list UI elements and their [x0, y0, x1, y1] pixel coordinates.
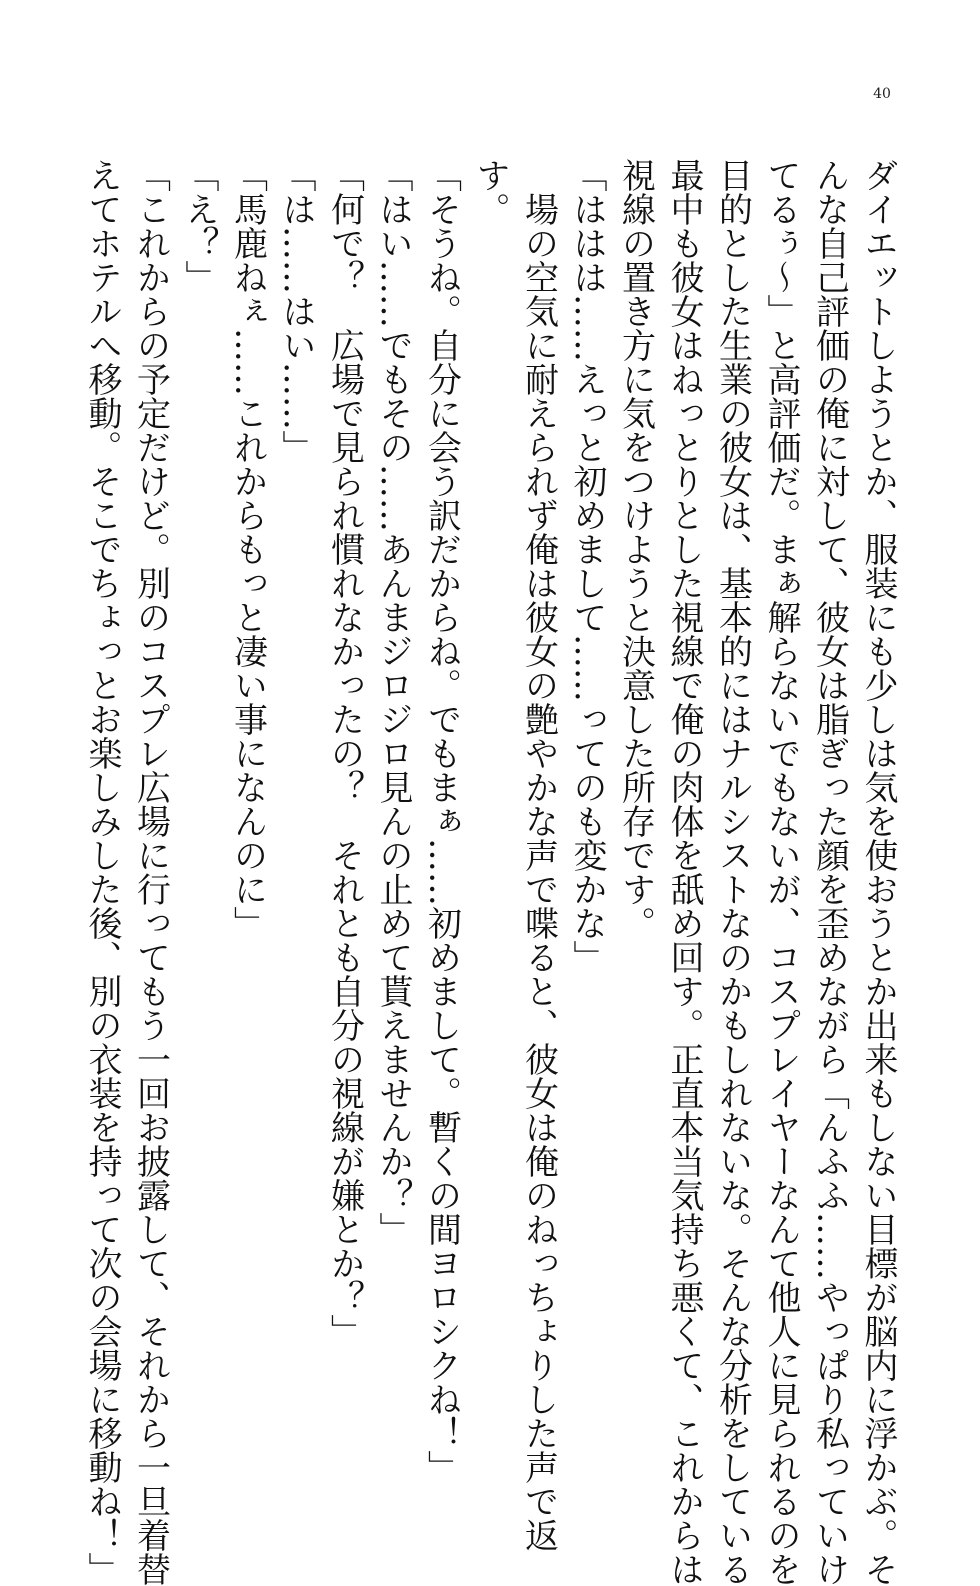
text-line: 「はい……でもその……あんまジロジロ見んの止めて貰えませんか？」: [373, 158, 413, 1246]
text-line: 「何で？ 広場で見られ慣れなかったの？ それとも自分の視線が嫌とか？」: [324, 158, 365, 1348]
text-line: ダイエットしようとか、服装にも少しは気を使おうとか出来もしない目標が脳内に浮かぶ。そ: [858, 158, 898, 1586]
text-line: えてホテルへ移動。そこでちょっとお楽しみした後、別の衣装を持って次の会場に移動ね！」: [82, 158, 122, 1586]
text-line: 場の空気に耐えられず俺は彼女の艶やかな声で喋ると、彼女は俺のねっちょりした声で返: [518, 158, 559, 1552]
text-line: んな自己評価の俺に対して、彼女は脂ぎった顔を歪めながら「んふふ……やっぱり私っていけ: [809, 158, 850, 1586]
text-line: 目的とした生業の彼女は、基本的にはナルシストなのかもしれないな。そんな分析をしている: [712, 158, 753, 1586]
body-text: [82, 158, 902, 1586]
text-line: てるぅ～」と高評価だ。まぁ解らないでもないが、コスプレイヤーなんて他人に見られるのを: [761, 158, 801, 1586]
text-line: 最中も彼女はねっとりとした視線で俺の肉体を舐め回す。正直本当気持ち悪くて、これからは: [664, 158, 704, 1586]
text-line: す。: [470, 158, 510, 226]
page-number: 40: [873, 86, 891, 102]
text-line: 「は……はい……」: [276, 158, 316, 464]
text-line: 「そうね。自分に会う訳だからね。でもまぁ……初めまして。暫くの間ヨロシクね！」: [421, 158, 462, 1484]
text-line: 「え？」: [179, 158, 219, 294]
text-line: 視線の置き方に気をつけようと決意した所存です。: [615, 158, 656, 940]
text-line: 「馬鹿ねぇ……これからもっと凄い事になんのに」: [227, 158, 268, 940]
text-line: 「これからの予定だけど。別のコスプレ広場に行ってもう一回お披露して、それから一旦着替: [130, 158, 171, 1586]
text-line: 「ははは……えっと初めまして……ってのも変かな」: [567, 158, 607, 974]
